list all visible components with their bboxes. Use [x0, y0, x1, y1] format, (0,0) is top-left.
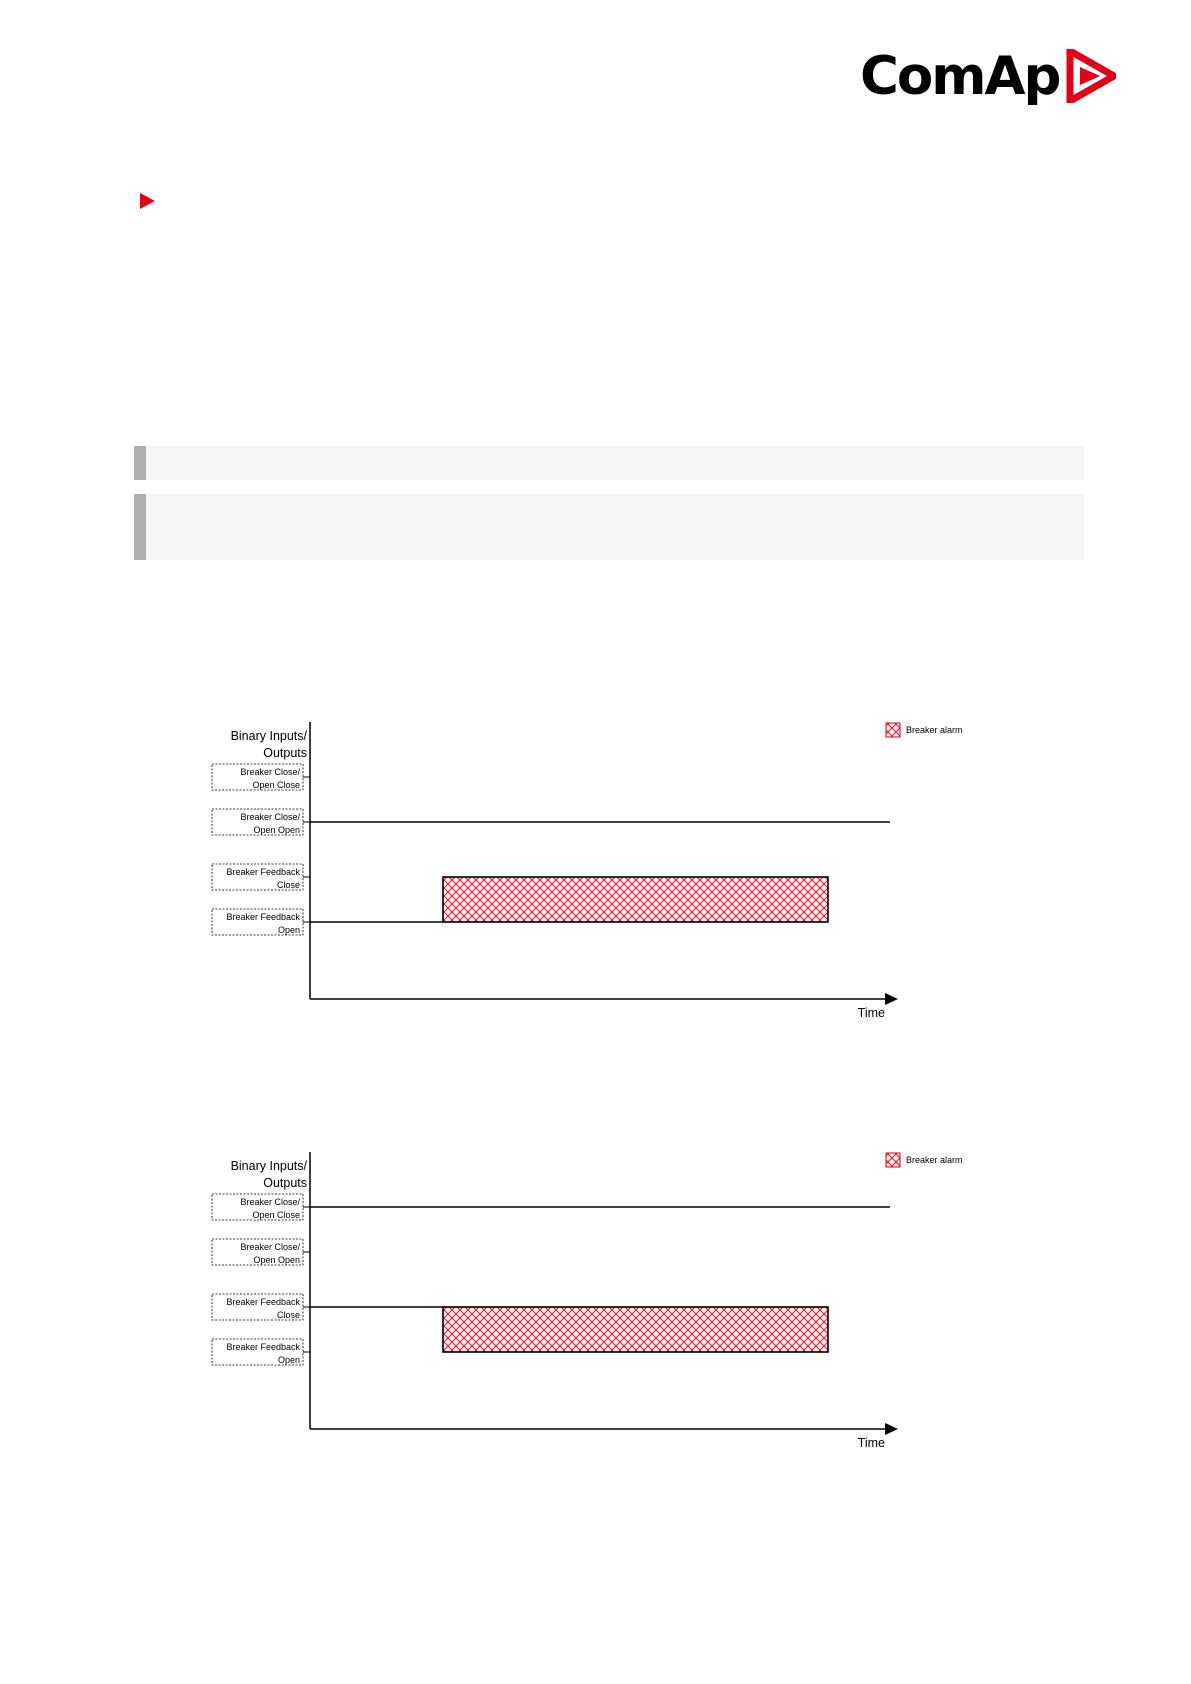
- legend-swatch-hatch: [886, 723, 900, 737]
- legend-label: Breaker alarm: [906, 725, 963, 735]
- x-axis-label: Time: [857, 1006, 885, 1020]
- x-axis-label: Time: [857, 1436, 885, 1450]
- logo-play-icon: [1066, 49, 1116, 103]
- note-stripe: [134, 494, 146, 560]
- breaker-alarm-hatch: [443, 1307, 828, 1352]
- signal-label: Close: [276, 880, 300, 890]
- signal-label: Breaker Feedback: [226, 912, 300, 922]
- signal-label: Breaker Close/: [240, 767, 300, 777]
- signal-label: Open Open: [253, 1255, 300, 1265]
- signal-label: Breaker Feedback: [226, 1342, 300, 1352]
- y-axis-title: Binary Inputs/: [230, 729, 307, 743]
- bullet-arrow-icon: [140, 193, 156, 209]
- signal-label: Breaker Close/: [240, 812, 300, 822]
- signal-label: Open Open: [253, 825, 300, 835]
- y-axis-title: Outputs: [263, 1176, 307, 1190]
- signal-label: Open: [277, 925, 300, 935]
- note-stripe: [134, 446, 146, 480]
- signal-label: Breaker Feedback: [226, 1297, 300, 1307]
- comap-logo: [860, 40, 1116, 112]
- breaker-alarm-hatch: [443, 877, 828, 922]
- note-box: [134, 446, 1084, 480]
- signal-label: Open: [277, 1355, 300, 1365]
- signal-label: Open Close: [252, 1210, 300, 1220]
- signal-label: Close: [276, 1310, 300, 1320]
- signal-label: Breaker Close/: [240, 1197, 300, 1207]
- logo-text: ComAp: [860, 45, 1060, 107]
- signal-label: Breaker Close/: [240, 1242, 300, 1252]
- y-axis-title: Binary Inputs/: [230, 1159, 307, 1173]
- y-axis-title: Outputs: [263, 746, 307, 760]
- signal-label: Breaker Feedback: [226, 867, 300, 877]
- timing-diagram-2: [0, 1130, 1191, 1470]
- x-axis-arrow: [885, 993, 898, 1005]
- legend-swatch-hatch: [886, 1153, 900, 1167]
- legend-label: Breaker alarm: [906, 1155, 963, 1165]
- note-box: [134, 494, 1084, 560]
- signal-label: Open Close: [252, 780, 300, 790]
- x-axis-arrow: [885, 1423, 898, 1435]
- timing-diagram-1: [0, 700, 1191, 1040]
